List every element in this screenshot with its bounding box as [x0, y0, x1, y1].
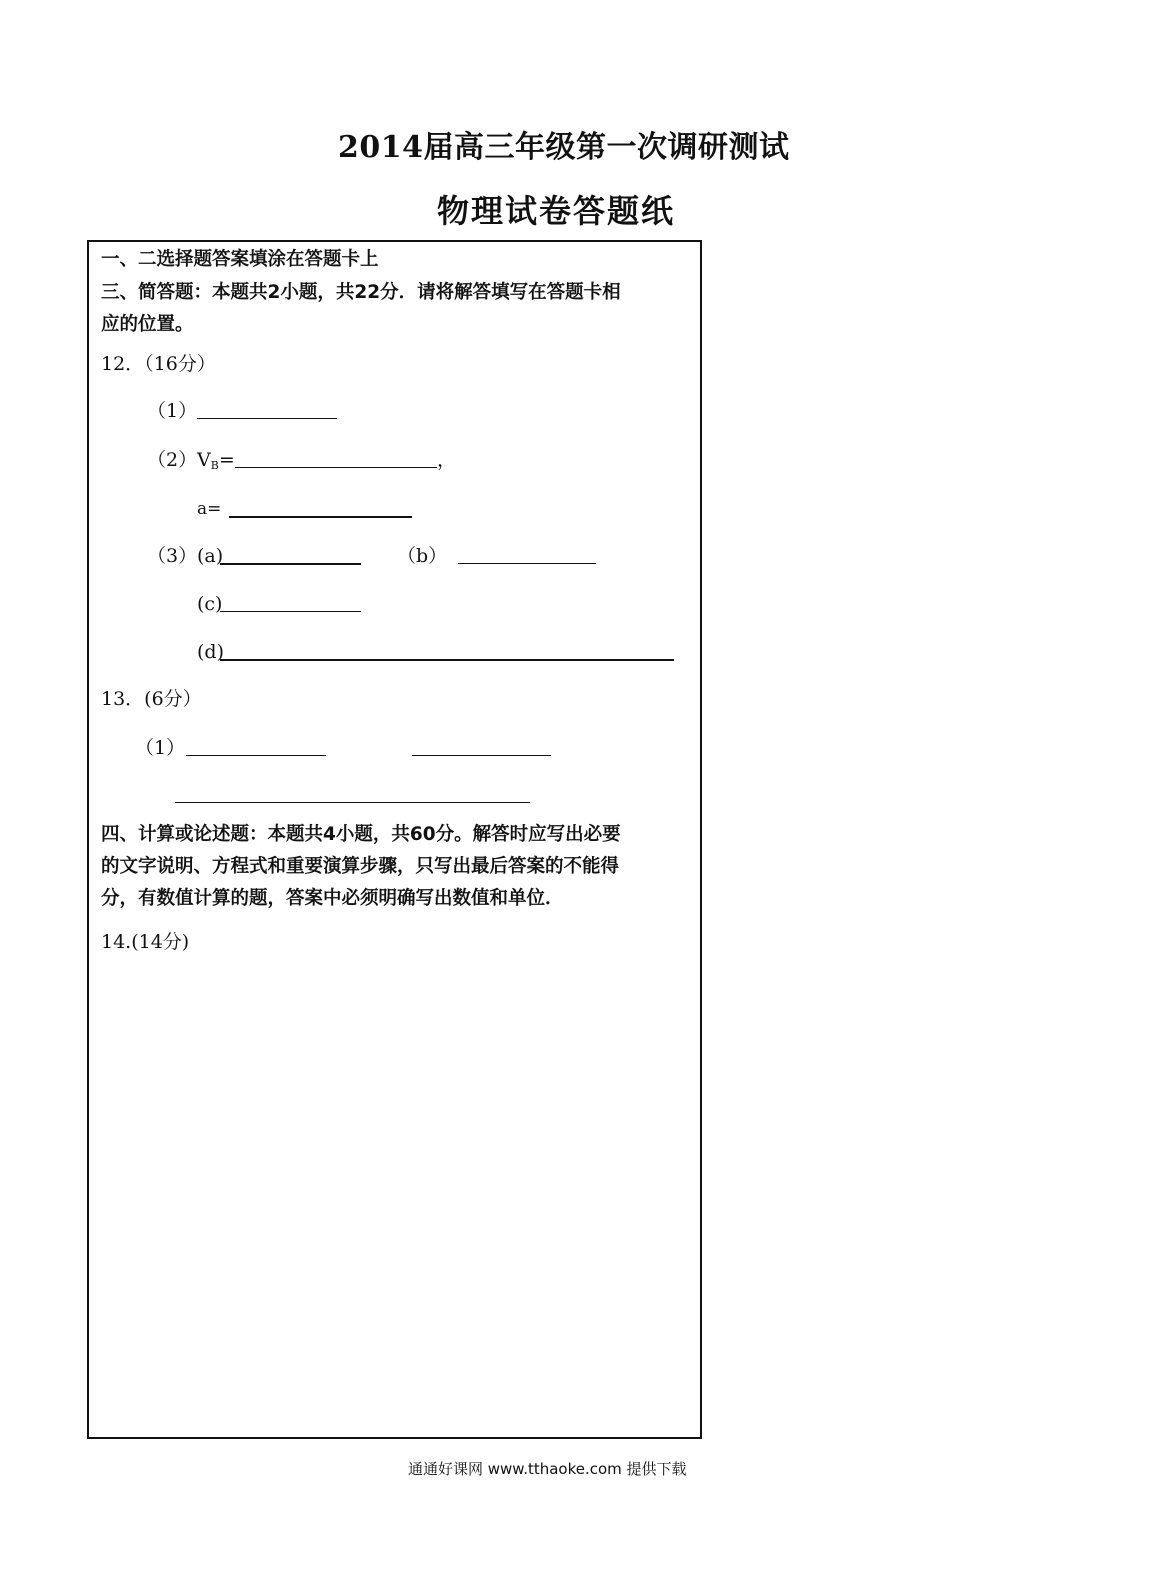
- q12-part3-a-answer-line[interactable]: [220, 563, 361, 565]
- footer-text: 通通好课网 www.tthaoke.com 提供下载: [408, 1460, 687, 1478]
- section-1-2-instruction: 一、二选择题答案填涂在答题卡上: [101, 249, 379, 270]
- q12-part3-label: （3）: [147, 545, 198, 567]
- q12-part3-b-label: （b）: [397, 545, 448, 567]
- q12-part3-c-answer-line[interactable]: [220, 611, 361, 612]
- q13-part1-answer-line-1[interactable]: [186, 755, 326, 756]
- q12-a-label: a=: [197, 499, 222, 519]
- q12-part2-label: （2）: [147, 449, 198, 471]
- section-3-instruction-line2: 应的位置。: [101, 314, 194, 335]
- q12-part1-answer-line[interactable]: [197, 418, 337, 419]
- question-14-header: 14.(14分): [101, 931, 190, 953]
- q13-part1-label: （1）: [135, 737, 186, 759]
- q12-part3-b-answer-line[interactable]: [458, 563, 596, 564]
- q13-part1-answer-line-3[interactable]: [175, 802, 530, 803]
- page-subtitle: 物理试卷答题纸: [437, 192, 676, 230]
- answer-sheet-frame: [87, 240, 702, 1439]
- q12-part3-d-label: (d): [197, 641, 224, 663]
- question-12-header: 12．（16分）: [101, 353, 216, 375]
- section-3-instruction-line1: 三、简答题：本题共2小题，共22分．请将解答填写在答题卡相: [101, 282, 621, 303]
- section-4-instruction-line1: 四、计算或论述题：本题共4小题，共60分。解答时应写出必要: [101, 824, 621, 845]
- question-13-header: 13．(6分）: [101, 688, 202, 710]
- q13-part1-answer-line-2[interactable]: [412, 755, 551, 756]
- q12-vb-answer-line[interactable]: [235, 467, 437, 468]
- q12-part1-label: （1）: [147, 400, 198, 422]
- q12-part3-c-label: (c): [197, 593, 223, 615]
- section-4-instruction-line3: 分，有数值计算的题，答案中必须明确写出数值和单位．: [101, 888, 564, 909]
- page-title: 2014届高三年级第一次调研测试: [338, 130, 790, 165]
- q12-comma: ，: [437, 449, 457, 471]
- q12-vb-label: $V_B=$: [197, 449, 235, 472]
- section-4-instruction-line2: 的文字说明、方程式和重要演算步骤，只写出最后答案的不能得: [101, 856, 620, 877]
- q12-part3-d-answer-line[interactable]: [220, 659, 674, 661]
- q14-answer-area[interactable]: [101, 962, 686, 1422]
- q12-a-answer-line[interactable]: [229, 516, 412, 518]
- q12-part3-a-label: (a): [197, 545, 224, 567]
